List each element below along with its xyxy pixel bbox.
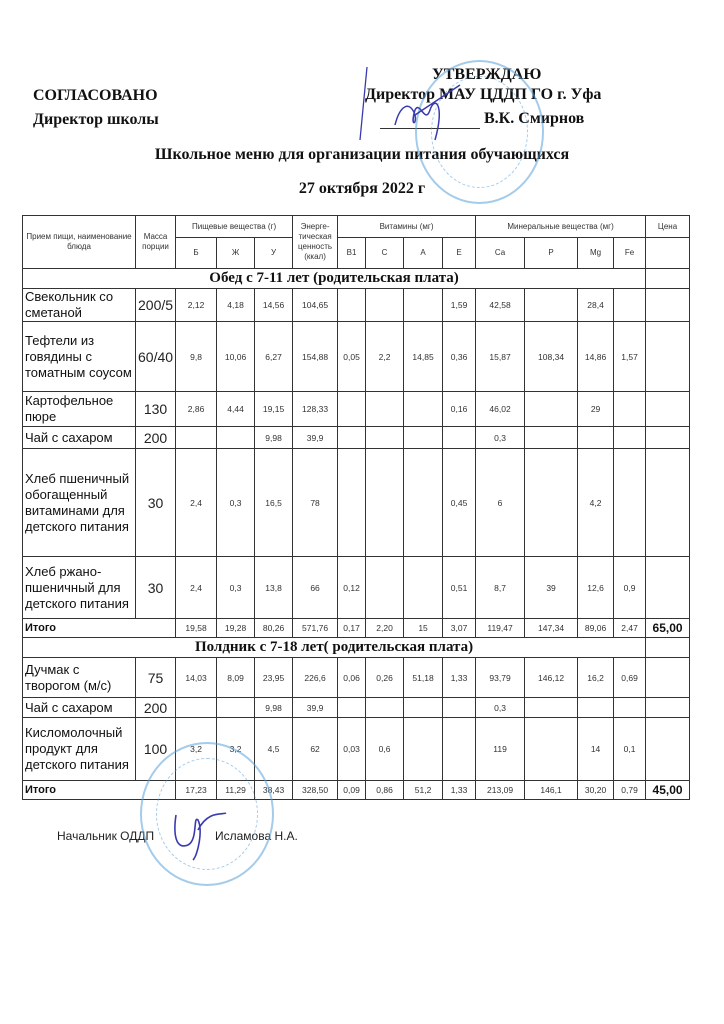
value-cell: 2,2	[366, 322, 404, 392]
document-title: Школьное меню для организации питания обучающихся	[154, 146, 570, 163]
value-cell: 62	[293, 718, 338, 781]
total-value: 11,29	[217, 781, 255, 800]
value-cell: 0,6	[366, 718, 404, 781]
value-cell: 1,59	[443, 289, 476, 322]
total-row	[23, 781, 690, 800]
value-cell: 9,98	[255, 427, 293, 449]
value-cell: 104,65	[293, 289, 338, 322]
value-cell	[525, 449, 578, 557]
value-cell: 146,12	[525, 658, 578, 698]
value-cell: 8,7	[476, 557, 525, 619]
value-cell	[176, 427, 217, 449]
table-row	[23, 557, 690, 619]
header-nutrients: Пищевые вещества (г)	[176, 216, 293, 238]
value-cell: 0,3	[217, 449, 255, 557]
subheader-4: C	[366, 238, 404, 269]
section-title: Обед с 7-11 лет (родительская плата)	[23, 269, 646, 289]
total-price: 65,00	[646, 619, 690, 638]
section-row	[23, 269, 690, 289]
table-row	[23, 658, 690, 698]
value-cell	[443, 427, 476, 449]
dish-name: Дучмак с творогом (м/с)	[23, 658, 136, 698]
value-cell	[404, 557, 443, 619]
subheader-6: E	[443, 238, 476, 269]
value-cell: 42,58	[476, 289, 525, 322]
value-cell: 14,03	[176, 658, 217, 698]
dish-name: Чай с сахаром	[23, 427, 136, 449]
total-label: Итого	[23, 619, 176, 638]
value-cell: 108,34	[525, 322, 578, 392]
price-cell	[646, 322, 690, 392]
agreed-title: СОГЛАСОВАНО	[33, 87, 158, 104]
value-cell: 0,45	[443, 449, 476, 557]
dish-mass: 200	[136, 427, 176, 449]
value-cell: 66	[293, 557, 338, 619]
price-cell	[646, 658, 690, 698]
value-cell	[525, 289, 578, 322]
total-value: 30,20	[578, 781, 614, 800]
dish-name: Свекольник со сметаной	[23, 289, 136, 322]
value-cell	[404, 392, 443, 427]
total-value: 0,79	[614, 781, 646, 800]
value-cell: 4,18	[217, 289, 255, 322]
value-cell	[525, 392, 578, 427]
total-value: 2,47	[614, 619, 646, 638]
section-row	[23, 638, 690, 658]
value-cell	[338, 427, 366, 449]
total-value: 19,28	[217, 619, 255, 638]
subheader-7: Ca	[476, 238, 525, 269]
value-cell: 14,85	[404, 322, 443, 392]
value-cell: 0,26	[366, 658, 404, 698]
signature-line	[380, 128, 480, 129]
value-cell	[525, 718, 578, 781]
value-cell: 46,02	[476, 392, 525, 427]
header-mass: Масса порции	[136, 216, 176, 269]
value-cell	[578, 427, 614, 449]
value-cell: 39,9	[293, 698, 338, 718]
price-cell	[646, 718, 690, 781]
value-cell: 14	[578, 718, 614, 781]
total-value: 571,76	[293, 619, 338, 638]
value-cell: 154,88	[293, 322, 338, 392]
value-cell: 6,27	[255, 322, 293, 392]
value-cell	[338, 289, 366, 322]
value-cell: 39,9	[293, 427, 338, 449]
dish-mass: 130	[136, 392, 176, 427]
value-cell: 1,57	[614, 322, 646, 392]
subheader-5: A	[404, 238, 443, 269]
value-cell	[366, 289, 404, 322]
value-cell	[525, 698, 578, 718]
header-price: Цена	[646, 216, 690, 238]
dish-mass: 30	[136, 557, 176, 619]
price-cell	[646, 698, 690, 718]
subheader-8: P	[525, 238, 578, 269]
value-cell: 12,6	[578, 557, 614, 619]
total-value: 89,06	[578, 619, 614, 638]
value-cell	[614, 449, 646, 557]
subheader-10: Fe	[614, 238, 646, 269]
price-cell	[646, 289, 690, 322]
value-cell: 14,56	[255, 289, 293, 322]
dish-mass: 100	[136, 718, 176, 781]
value-cell: 0,51	[443, 557, 476, 619]
value-cell: 0,3	[217, 557, 255, 619]
total-value: 0,17	[338, 619, 366, 638]
value-cell: 0,12	[338, 557, 366, 619]
value-cell: 0,1	[614, 718, 646, 781]
dish-name: Хлеб ржано-пшеничный для детского питания	[23, 557, 136, 619]
subheader-price-empty	[646, 238, 690, 269]
total-value: 0,09	[338, 781, 366, 800]
value-cell	[404, 449, 443, 557]
value-cell: 0,3	[476, 698, 525, 718]
table-row	[23, 449, 690, 557]
value-cell	[338, 392, 366, 427]
dish-name: Чай с сахаром	[23, 698, 136, 718]
total-value: 3,07	[443, 619, 476, 638]
value-cell: 10,06	[217, 322, 255, 392]
table-row	[23, 289, 690, 322]
value-cell: 19,15	[255, 392, 293, 427]
total-row	[23, 619, 690, 638]
price-cell	[646, 638, 690, 658]
dish-name: Картофельное пюре	[23, 392, 136, 427]
value-cell: 6	[476, 449, 525, 557]
value-cell	[525, 427, 578, 449]
value-cell: 29	[578, 392, 614, 427]
total-value: 19,58	[176, 619, 217, 638]
value-cell: 23,95	[255, 658, 293, 698]
value-cell: 0,36	[443, 322, 476, 392]
total-value: 17,23	[176, 781, 217, 800]
value-cell	[614, 289, 646, 322]
approved-title: УТВЕРЖДАЮ	[432, 66, 542, 83]
total-value: 51,2	[404, 781, 443, 800]
value-cell	[338, 449, 366, 557]
value-cell: 0,06	[338, 658, 366, 698]
table-row	[23, 698, 690, 718]
value-cell: 13,8	[255, 557, 293, 619]
value-cell: 3,2	[176, 718, 217, 781]
value-cell: 4,2	[578, 449, 614, 557]
value-cell: 0,05	[338, 322, 366, 392]
value-cell	[404, 289, 443, 322]
footer-name: Исламова Н.А.	[215, 829, 298, 843]
subheader-2: У	[255, 238, 293, 269]
value-cell	[366, 557, 404, 619]
value-cell	[217, 427, 255, 449]
total-value: 80,26	[255, 619, 293, 638]
table-row	[23, 427, 690, 449]
header-minerals: Минеральные вещества (мг)	[476, 216, 646, 238]
value-cell: 8,09	[217, 658, 255, 698]
value-cell: 16,2	[578, 658, 614, 698]
value-cell	[176, 698, 217, 718]
value-cell	[217, 698, 255, 718]
value-cell	[404, 718, 443, 781]
total-value: 213,09	[476, 781, 525, 800]
value-cell	[614, 698, 646, 718]
approved-role: Директор МАУ ЦДДП ГО г. Уфа	[365, 86, 602, 103]
value-cell	[338, 698, 366, 718]
value-cell: 2,12	[176, 289, 217, 322]
total-value: 15	[404, 619, 443, 638]
dish-mass: 75	[136, 658, 176, 698]
total-value: 119,47	[476, 619, 525, 638]
total-value: 146,1	[525, 781, 578, 800]
value-cell	[366, 392, 404, 427]
value-cell	[366, 449, 404, 557]
header-vitamins: Витамины (мг)	[338, 216, 476, 238]
value-cell: 2,4	[176, 449, 217, 557]
value-cell	[443, 698, 476, 718]
value-cell: 15,87	[476, 322, 525, 392]
value-cell: 93,79	[476, 658, 525, 698]
total-value: 0,86	[366, 781, 404, 800]
header-energy: Энерге-тическая ценность (ккал)	[293, 216, 338, 269]
menu-table	[22, 215, 690, 800]
value-cell: 0,9	[614, 557, 646, 619]
dish-name: Кисломолочный продукт для детского питания	[23, 718, 136, 781]
dish-mass: 200/5	[136, 289, 176, 322]
value-cell	[614, 427, 646, 449]
value-cell: 14,86	[578, 322, 614, 392]
value-cell	[404, 698, 443, 718]
dish-name: Тефтели из говядины с томатным соусом	[23, 322, 136, 392]
value-cell: 0,03	[338, 718, 366, 781]
value-cell: 226,6	[293, 658, 338, 698]
section-title: Полдник с 7-18 лет( родительская плата)	[23, 638, 646, 658]
value-cell: 16,5	[255, 449, 293, 557]
table-row	[23, 392, 690, 427]
value-cell	[614, 392, 646, 427]
total-value: 328,50	[293, 781, 338, 800]
value-cell: 1,33	[443, 658, 476, 698]
value-cell	[443, 718, 476, 781]
value-cell: 2,4	[176, 557, 217, 619]
price-cell	[646, 557, 690, 619]
value-cell: 3,2	[217, 718, 255, 781]
subheader-0: Б	[176, 238, 217, 269]
approved-name: В.К. Смирнов	[484, 110, 585, 127]
value-cell: 0,69	[614, 658, 646, 698]
price-cell	[646, 427, 690, 449]
value-cell	[578, 698, 614, 718]
value-cell: 119	[476, 718, 525, 781]
subheader-3: B1	[338, 238, 366, 269]
value-cell: 9,98	[255, 698, 293, 718]
value-cell: 78	[293, 449, 338, 557]
table-row	[23, 322, 690, 392]
subheader-9: Mg	[578, 238, 614, 269]
value-cell: 0,16	[443, 392, 476, 427]
value-cell	[366, 427, 404, 449]
total-label: Итого	[23, 781, 176, 800]
header-meal: Прием пищи, наименование блюда	[23, 216, 136, 269]
value-cell: 51,18	[404, 658, 443, 698]
price-cell	[646, 449, 690, 557]
dish-mass: 200	[136, 698, 176, 718]
value-cell: 2,86	[176, 392, 217, 427]
total-value: 38,43	[255, 781, 293, 800]
value-cell: 9,8	[176, 322, 217, 392]
total-price: 45,00	[646, 781, 690, 800]
value-cell: 128,33	[293, 392, 338, 427]
value-cell: 4,44	[217, 392, 255, 427]
total-value: 2,20	[366, 619, 404, 638]
value-cell: 4,5	[255, 718, 293, 781]
value-cell: 28,4	[578, 289, 614, 322]
total-value: 147,34	[525, 619, 578, 638]
price-cell	[646, 392, 690, 427]
total-value: 1,33	[443, 781, 476, 800]
document-date: 27 октября 2022 г	[298, 180, 426, 197]
value-cell: 0,3	[476, 427, 525, 449]
value-cell	[366, 698, 404, 718]
price-cell	[646, 269, 690, 289]
dish-name: Хлеб пшеничный обогащенный витаминами для детского питания	[23, 449, 136, 557]
table-row	[23, 718, 690, 781]
value-cell: 39	[525, 557, 578, 619]
value-cell	[404, 427, 443, 449]
dish-mass: 60/40	[136, 322, 176, 392]
dish-mass: 30	[136, 449, 176, 557]
footer-role: Начальник ОДДП	[57, 829, 155, 843]
subheader-1: Ж	[217, 238, 255, 269]
agreed-role: Директор школы	[33, 111, 159, 128]
